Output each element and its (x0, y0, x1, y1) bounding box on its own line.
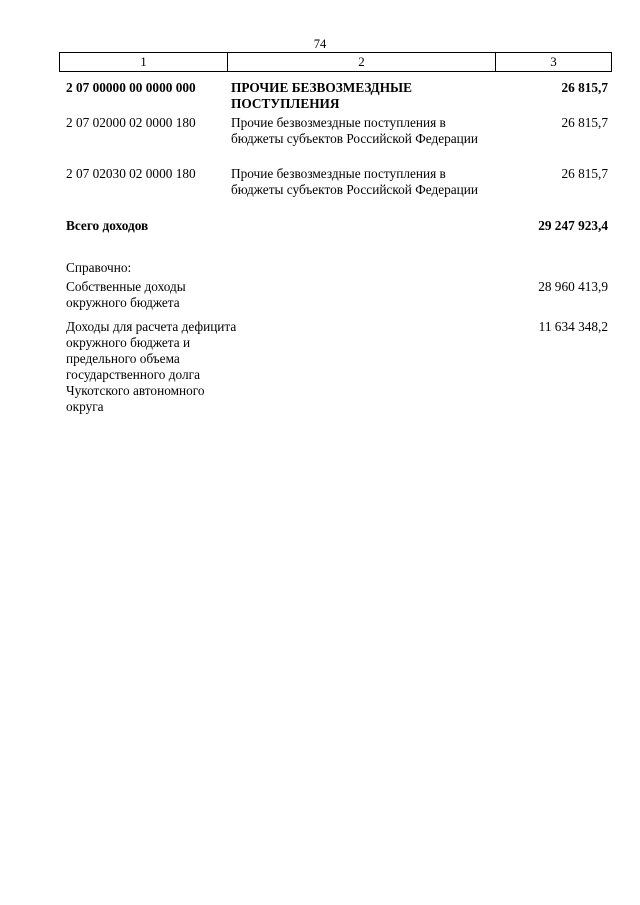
reference-item-label: Собственные доходы окружного бюджета (66, 279, 186, 310)
row-amount: 26 815,7 (561, 166, 608, 181)
row-name: Прочие безвозмездные поступления в бюджеты субъектов Российской Федерации (231, 115, 479, 146)
reference-item-amount: 11 634 348,2 (538, 319, 608, 334)
page-number: 74 (313, 37, 327, 51)
row-name: ПРОЧИЕ БЕЗВОЗМЕЗДНЫЕ ПОСТУПЛЕНИЯ (231, 80, 412, 111)
reference-title: Справочно: (66, 260, 132, 275)
header-col-3: 3 (550, 54, 557, 69)
row-code: 2 07 02000 02 0000 180 (66, 115, 196, 130)
row-amount: 26 815,7 (561, 115, 608, 130)
total-label: Всего доходов (66, 218, 149, 233)
row-code: 2 07 02030 02 0000 180 (66, 166, 196, 181)
reference-item-label: Доходы для расчета дефицита окружного бюджета и предельного объема государственного долга Чукотского автономного округа (66, 319, 237, 414)
row-name: Прочие безвозмездные поступления в бюджеты субъектов Российской Федерации (231, 166, 479, 197)
reference-item-amount: 28 960 413,9 (538, 279, 608, 294)
header-col-1: 1 (60, 53, 228, 71)
header-col-2: 2 (228, 53, 496, 71)
table-header (59, 52, 612, 72)
total-amount: 29 247 923,4 (538, 218, 608, 233)
row-code: 2 07 00000 00 0000 000 (66, 80, 196, 95)
row-amount: 26 815,7 (561, 80, 608, 95)
